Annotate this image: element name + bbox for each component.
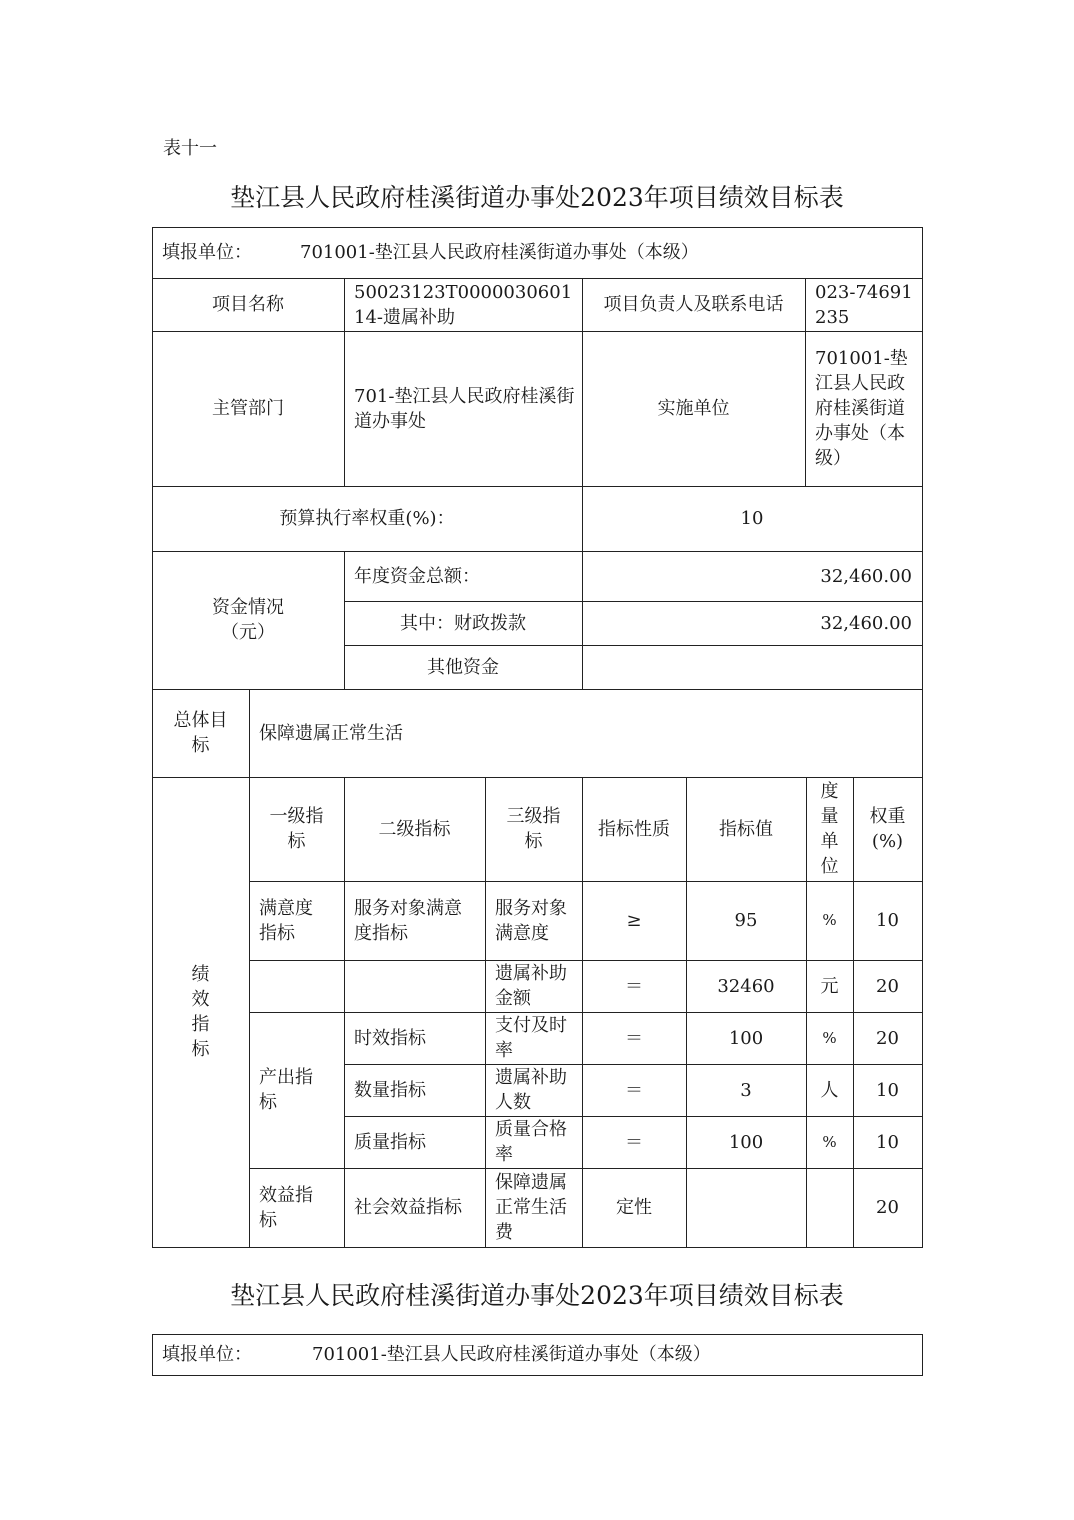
level2-cell: 时效指标 [354, 1027, 426, 1049]
unit-cell: % [822, 1028, 837, 1047]
nature-cell: ＝ [625, 1131, 643, 1153]
funds-fiscal-value: 32,460.00 [820, 612, 912, 634]
funds-other-value [582, 645, 922, 689]
level1-satisfaction: 满意度指标 [259, 897, 313, 944]
unit-cell: % [822, 1132, 837, 1151]
value-cell: 32460 [717, 975, 775, 997]
value-cell: 95 [734, 910, 758, 931]
level3-cell: 支付及时率 [495, 1015, 567, 1061]
value-cell: 100 [728, 1131, 764, 1153]
value-cell: 100 [728, 1027, 764, 1049]
level3-cell: 遗属补助金额 [495, 963, 567, 1009]
nature-cell: ＝ [625, 1027, 643, 1049]
weight-cell: 20 [876, 1197, 899, 1218]
page-title-2: 垫江县人民政府桂溪街道办事处2023年项目绩效目标表 [230, 1281, 844, 1310]
level3-cell: 保障遗属正常生活费 [495, 1172, 567, 1243]
nature-cell: ＝ [625, 975, 643, 997]
level3-cell: 服务对象满意度 [495, 897, 567, 944]
unit-cell: 元 [820, 975, 839, 997]
unit2-value: 701001-垫江县人民政府桂溪街道办事处（本级） [312, 1344, 711, 1365]
funds-label: 资金情况（元） [212, 597, 284, 643]
level3-cell: 质量合格率 [495, 1119, 567, 1165]
level2-cell: 服务对象满意度指标 [354, 897, 462, 944]
goal-value: 保障遗属正常生活 [259, 722, 403, 744]
header-level2: 二级指标 [378, 818, 451, 840]
header-weight: 权重(%) [869, 806, 906, 852]
weight-cell: 10 [876, 1131, 899, 1153]
funds-total-label: 年度资金总额： [354, 565, 480, 587]
dept-label: 主管部门 [212, 398, 284, 419]
header-level3: 三级指标 [506, 806, 561, 852]
level2-cell [344, 960, 485, 1012]
budget-label: 预算执行率权重(%)： [279, 508, 455, 529]
project-name-value: 50023123T000003060114-遗属补助 [354, 281, 573, 328]
contact-label: 项目负责人及联系电话 [603, 294, 784, 315]
weight-cell: 20 [876, 975, 899, 997]
unit-value: 701001-垫江县人民政府桂溪街道办事处（本级） [300, 242, 699, 263]
level2-cell: 社会效益指标 [354, 1197, 462, 1218]
indicators-label: 绩效指标 [191, 964, 210, 1060]
nature-cell: ≥ [626, 910, 642, 931]
impl-label: 实施单位 [657, 398, 730, 419]
value-cell [686, 1168, 806, 1247]
unit2-label: 填报单位： [162, 1344, 252, 1365]
unit-cell: 人 [820, 1079, 839, 1101]
page-title: 垫江县人民政府桂溪街道办事处2023年项目绩效目标表 [230, 183, 844, 212]
level1-benefit: 效益指标 [259, 1184, 313, 1231]
header-nature: 指标性质 [598, 818, 670, 840]
funds-fiscal-label: 其中：财政拨款 [400, 612, 526, 634]
contact-value: 023-74691235 [815, 281, 913, 328]
weight-cell: 10 [876, 910, 899, 931]
header-level1: 一级指标 [269, 806, 324, 852]
table-label: 表十一 [163, 138, 217, 159]
unit-cell: % [822, 911, 837, 929]
header-value: 指标值 [719, 818, 773, 840]
nature-cell: ＝ [625, 1079, 643, 1101]
funds-total-value: 32,460.00 [820, 565, 912, 587]
dept-value: 701-垫江县人民政府桂溪街道办事处 [354, 385, 575, 432]
header-unit: 度量单位 [820, 781, 839, 877]
level2-cell: 质量指标 [354, 1131, 426, 1153]
level1-output: 产出指标 [259, 1067, 313, 1113]
unit-label: 填报单位： [162, 242, 252, 263]
budget-value: 10 [740, 508, 764, 529]
level3-cell: 遗属补助人数 [495, 1067, 567, 1113]
level2-cell: 数量指标 [354, 1079, 426, 1101]
project-name-label: 项目名称 [212, 294, 284, 315]
weight-cell: 10 [876, 1079, 899, 1101]
unit-cell [806, 1168, 853, 1247]
goal-label: 总体目标 [173, 710, 228, 756]
weight-cell: 20 [876, 1027, 899, 1049]
value-cell: 3 [740, 1079, 752, 1101]
nature-cell: 定性 [616, 1197, 652, 1218]
impl-value: 701001-垫江县人民政府桂溪街道办事处（本级） [815, 348, 908, 469]
funds-other-label: 其他资金 [427, 656, 499, 678]
